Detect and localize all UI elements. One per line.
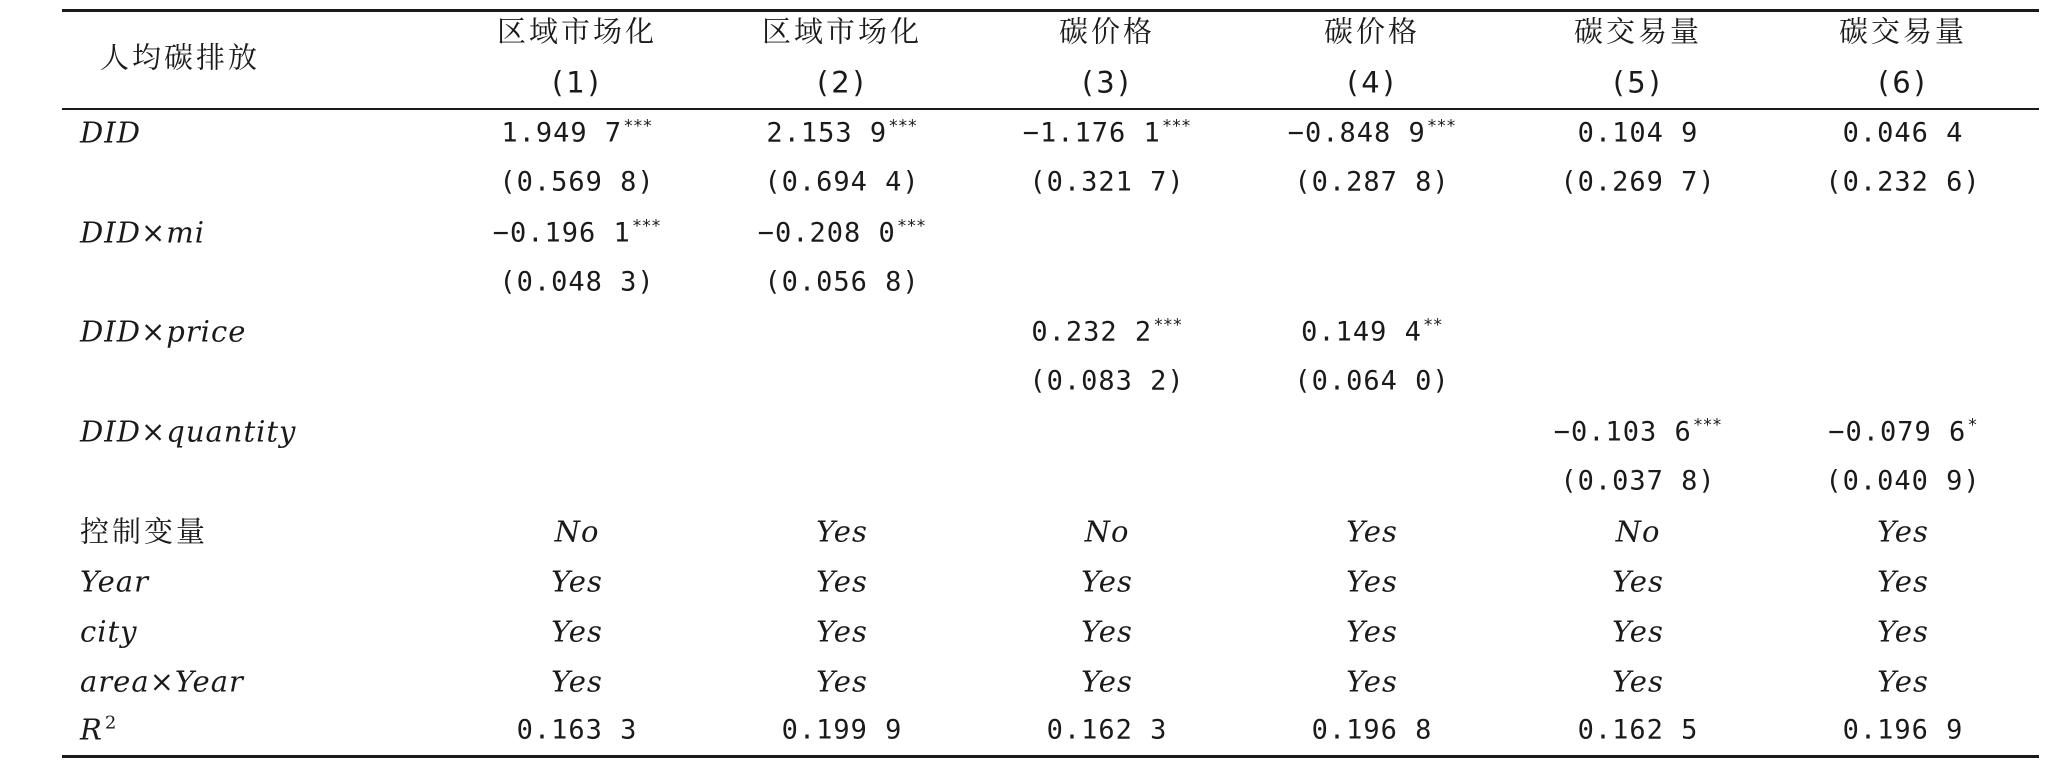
standard-error-cell: (0.037 8)	[1560, 465, 1716, 497]
coefficient-cell	[1287, 116, 1457, 149]
r-squared-cell: 0.162 5	[1577, 714, 1699, 746]
control-flag-cell: Yes	[1081, 664, 1133, 699]
significance-stars: ***	[624, 116, 653, 137]
column-title: 碳交易量	[1573, 14, 1703, 49]
column-number: (3)	[1081, 65, 1133, 100]
standard-error-cell: (0.048 3)	[499, 266, 655, 298]
control-flag-cell: Yes	[1346, 614, 1398, 649]
row-label: DID×quantity	[80, 414, 297, 449]
row-label: city	[80, 614, 138, 649]
control-flag-cell: Yes	[551, 564, 603, 599]
control-flag-cell: Yes	[1346, 664, 1398, 699]
control-flag-cell: Yes	[551, 664, 603, 699]
row-label: Year	[80, 564, 149, 599]
row-label	[80, 712, 118, 747]
coefficient-value: 0.104 9	[1577, 117, 1699, 149]
coefficient-cell	[492, 216, 662, 249]
coefficient-cell	[1301, 315, 1443, 348]
standard-error-cell: (0.064 0)	[1294, 365, 1450, 397]
column-number: (5)	[1612, 65, 1664, 100]
control-flag-cell: Yes	[1081, 614, 1133, 649]
r-squared-cell: 0.199 9	[781, 714, 903, 746]
column-title: 碳交易量	[1838, 14, 1968, 49]
coefficient-cell	[1553, 415, 1723, 448]
coefficient-value: 0.149 4	[1301, 316, 1422, 348]
standard-error-cell: (0.083 2)	[1029, 365, 1185, 397]
standard-error-cell: (0.056 8)	[764, 266, 920, 298]
significance-stars: ***	[1427, 116, 1457, 137]
coefficient-cell	[757, 216, 927, 249]
column-title: 碳价格	[1323, 14, 1421, 49]
corner-header: 人均碳排放	[99, 40, 261, 75]
column-title: 区域市场化	[761, 14, 923, 49]
coefficient-value: −0.208 0	[757, 217, 896, 249]
control-flag-cell: Yes	[816, 564, 868, 599]
column-number: (2)	[816, 65, 868, 100]
standard-error-cell: (0.287 8)	[1294, 166, 1450, 198]
control-flag-cell: No	[1084, 514, 1130, 549]
r-squared-cell: 0.196 8	[1311, 714, 1433, 746]
standard-error-cell: (0.232 6)	[1825, 166, 1981, 198]
control-flag-cell: Yes	[1877, 564, 1929, 599]
coefficient-cell	[1828, 415, 1978, 448]
coefficient-value: −0.848 9	[1287, 117, 1426, 149]
significance-stars: **	[1423, 315, 1443, 336]
row-label: DID×mi	[80, 215, 206, 250]
significance-stars: ***	[1162, 116, 1192, 137]
standard-error-cell: (0.694 4)	[764, 166, 920, 198]
significance-stars: ***	[889, 116, 918, 137]
r-squared-cell: 0.196 9	[1842, 714, 1964, 746]
coefficient-value: −1.176 1	[1022, 117, 1161, 149]
r-squared-cell: 0.162 3	[1046, 714, 1168, 746]
row-label: area×Year	[80, 664, 244, 699]
r-squared-cell: 0.163 3	[516, 714, 638, 746]
row-label: DID	[80, 115, 141, 150]
control-flag-cell: Yes	[816, 614, 868, 649]
coefficient-value: 2.153 9	[766, 117, 888, 149]
coefficient-cell	[766, 116, 918, 149]
coefficient-cell	[501, 116, 653, 149]
control-flag-cell: No	[1615, 514, 1661, 549]
coefficient-cell	[1022, 116, 1192, 149]
column-title: 碳价格	[1058, 14, 1156, 49]
row-label: 控制变量	[80, 514, 209, 549]
standard-error-cell: (0.040 9)	[1825, 465, 1981, 497]
standard-error-cell: (0.269 7)	[1560, 166, 1716, 198]
coefficient-cell	[1031, 315, 1183, 348]
standard-error-cell: (0.569 8)	[499, 166, 655, 198]
control-flag-cell: Yes	[1346, 564, 1398, 599]
coefficient-cell	[1842, 117, 1964, 149]
control-flag-cell: Yes	[1612, 664, 1664, 699]
significance-stars: ***	[632, 216, 662, 237]
control-flag-cell: Yes	[1877, 514, 1929, 549]
header-rule	[62, 108, 2039, 110]
coefficient-value: 0.232 2	[1031, 316, 1153, 348]
coefficient-cell	[1577, 117, 1699, 149]
column-number: (6)	[1877, 65, 1929, 100]
standard-error-cell: (0.321 7)	[1029, 166, 1185, 198]
control-flag-cell: Yes	[1877, 614, 1929, 649]
control-flag-cell: Yes	[1346, 514, 1398, 549]
significance-stars: ***	[897, 216, 927, 237]
control-flag-cell: No	[554, 514, 600, 549]
r-squared-superscript: 2	[104, 712, 118, 734]
top-rule	[62, 9, 2039, 12]
coefficient-value: −0.079 6	[1828, 416, 1967, 448]
control-flag-cell: Yes	[1612, 614, 1664, 649]
control-flag-cell: Yes	[816, 514, 868, 549]
column-number: (1)	[551, 65, 603, 100]
coefficient-value: −0.103 6	[1553, 416, 1692, 448]
coefficient-value: 1.949 7	[501, 117, 623, 149]
r-squared-label: R	[80, 712, 103, 747]
coefficient-value: −0.196 1	[492, 217, 631, 249]
control-flag-cell: Yes	[1612, 564, 1664, 599]
row-label: DID×price	[80, 314, 247, 349]
control-flag-cell: Yes	[816, 664, 868, 699]
coefficient-value: 0.046 4	[1842, 117, 1964, 149]
significance-stars: ***	[1154, 315, 1183, 336]
column-number: (4)	[1346, 65, 1398, 100]
significance-stars: ***	[1693, 415, 1723, 436]
control-flag-cell: Yes	[1877, 664, 1929, 699]
bottom-rule	[62, 755, 2039, 758]
control-flag-cell: Yes	[1081, 564, 1133, 599]
control-flag-cell: Yes	[551, 614, 603, 649]
column-title: 区域市场化	[496, 14, 658, 49]
significance-stars: *	[1968, 415, 1978, 436]
